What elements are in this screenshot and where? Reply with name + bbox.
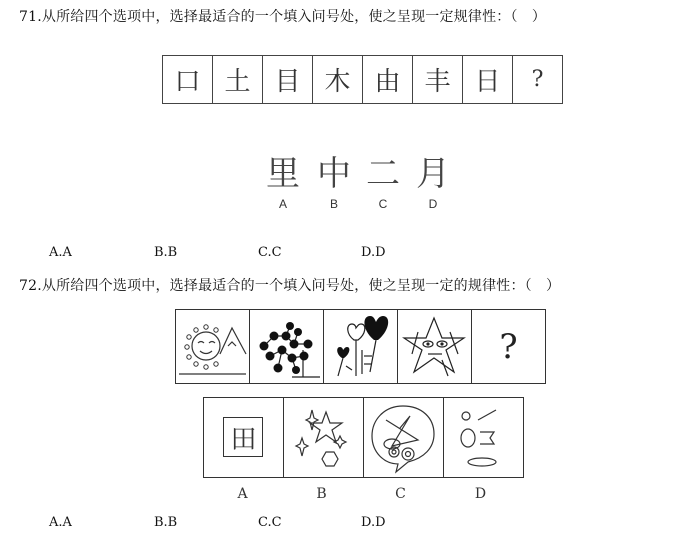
q71-candidate-b: 中 — [317, 154, 351, 194]
q71-candidate-c: 二 — [366, 154, 400, 194]
q71-candidate-label: A — [278, 197, 287, 211]
field-char-icon: 田 — [230, 425, 257, 455]
q71-seq-cell: 木 — [313, 56, 363, 103]
q72-option-label: B — [316, 486, 327, 502]
star-face-figure-icon — [398, 310, 472, 383]
q71-answer-option-b[interactable]: B.B — [154, 245, 178, 260]
q72-question-mark-cell — [472, 310, 545, 383]
q71-answer-option-c[interactable]: C.C — [258, 245, 282, 260]
q71-candidate-a: 里 — [266, 154, 300, 194]
dots-network-figure-icon — [250, 310, 324, 383]
q72-option-label: C — [395, 486, 406, 502]
q71-seq-cell: 日 — [463, 56, 513, 103]
q71-candidate-label: B — [329, 197, 338, 211]
q71-candidate-d: 月 — [416, 154, 450, 194]
question-mark: ? — [499, 326, 518, 367]
q71-candidate-label: D — [428, 197, 438, 211]
q71-answer-option-a[interactable]: A.A — [49, 245, 72, 260]
q71-title: 71.从所给四个选项中，选择最适合的一个填入问号处，使之呈现一定规律性：（ ） — [19, 9, 547, 25]
q71-question-mark-cell: ? — [531, 67, 544, 92]
q72-option-c-figure[interactable] — [364, 398, 444, 477]
q72-answer-option-c[interactable]: C.C — [258, 515, 282, 530]
hearts-balloons-figure-icon — [324, 310, 398, 383]
q72-sequence — [175, 309, 546, 384]
q72-title: 72.从所给四个选项中，选择最适合的一个填入问号处，使之呈现一定的规律性：（ ） — [19, 278, 561, 294]
q71-sequence — [162, 55, 563, 104]
q72-option-d-figure[interactable] — [444, 398, 523, 477]
q72-options — [203, 397, 524, 478]
q72-answer-option-a[interactable]: A.A — [49, 515, 72, 530]
q71-seq-cell: 目 — [263, 56, 313, 103]
q72-answer-option-d[interactable]: D.D — [361, 515, 386, 530]
q72-option-label: A — [237, 486, 248, 502]
sun-mountain-figure-icon — [176, 310, 250, 383]
q72-option-label: D — [474, 486, 487, 502]
q72-option-b-figure[interactable] — [284, 398, 364, 477]
q71-answer-option-d[interactable]: D.D — [361, 245, 386, 260]
q71-seq-cell: 丰 — [413, 56, 463, 103]
q71-seq-cell: 土 — [213, 56, 263, 103]
q71-seq-cell: 由 — [363, 56, 413, 103]
q71-seq-cell: 口 — [163, 56, 213, 103]
q72-option-a-figure[interactable] — [204, 398, 284, 477]
q71-candidate-label: C — [378, 197, 388, 211]
q72-answer-option-b[interactable]: B.B — [154, 515, 178, 530]
